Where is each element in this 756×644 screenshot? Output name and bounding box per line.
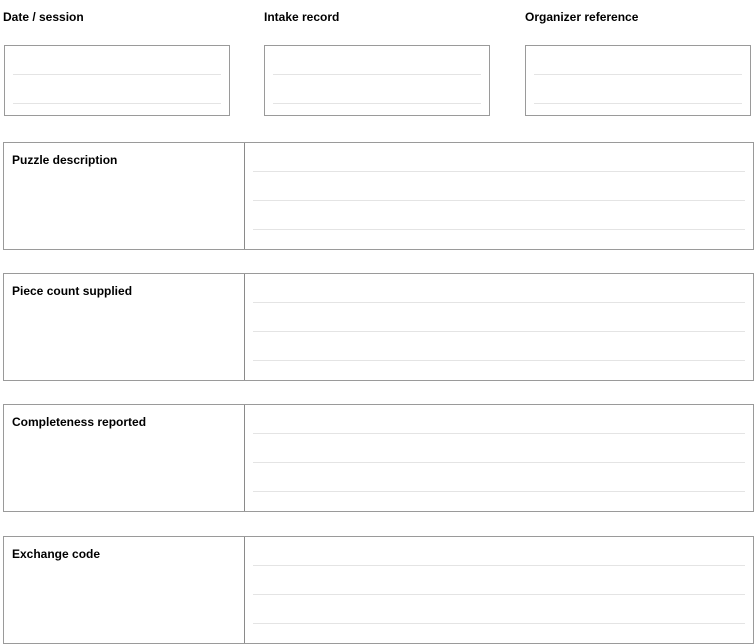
writing-line <box>253 594 745 595</box>
exchange-code-section <box>3 536 754 644</box>
exchange-code-field[interactable] <box>245 537 753 643</box>
writing-line <box>13 103 221 104</box>
writing-line <box>253 331 745 332</box>
writing-line <box>253 462 745 463</box>
date-session-field[interactable] <box>4 45 230 116</box>
writing-line <box>273 74 481 75</box>
piece-count-label-cell <box>4 274 245 380</box>
writing-line <box>534 74 742 75</box>
writing-line <box>273 103 481 104</box>
date-session-label: Date / session <box>3 10 84 24</box>
organizer-reference-field[interactable] <box>525 45 751 116</box>
intake-record-label: Intake record <box>264 10 340 24</box>
organizer-reference-label: Organizer reference <box>525 10 639 24</box>
writing-line <box>253 565 745 566</box>
writing-line <box>253 229 745 230</box>
piece-count-label: Piece count supplied <box>12 284 133 298</box>
piece-count-section <box>3 273 754 381</box>
writing-line <box>253 433 745 434</box>
writing-line <box>253 171 745 172</box>
completeness-label-cell <box>4 405 245 511</box>
writing-line <box>253 302 745 303</box>
piece-count-field[interactable] <box>245 274 753 380</box>
writing-line <box>253 491 745 492</box>
writing-line <box>253 200 745 201</box>
exchange-code-label-cell <box>4 537 245 643</box>
exchange-code-label: Exchange code <box>12 547 101 561</box>
writing-line <box>13 74 221 75</box>
puzzle-description-label: Puzzle description <box>12 153 118 167</box>
completeness-section <box>3 404 754 512</box>
writing-line <box>253 623 745 624</box>
puzzle-description-field[interactable] <box>245 143 753 249</box>
writing-line <box>534 103 742 104</box>
puzzle-description-label-cell <box>4 143 245 249</box>
puzzle-description-section <box>3 142 754 250</box>
writing-line <box>253 360 745 361</box>
intake-record-field[interactable] <box>264 45 490 116</box>
completeness-field[interactable] <box>245 405 753 511</box>
completeness-label: Completeness reported <box>12 415 147 429</box>
